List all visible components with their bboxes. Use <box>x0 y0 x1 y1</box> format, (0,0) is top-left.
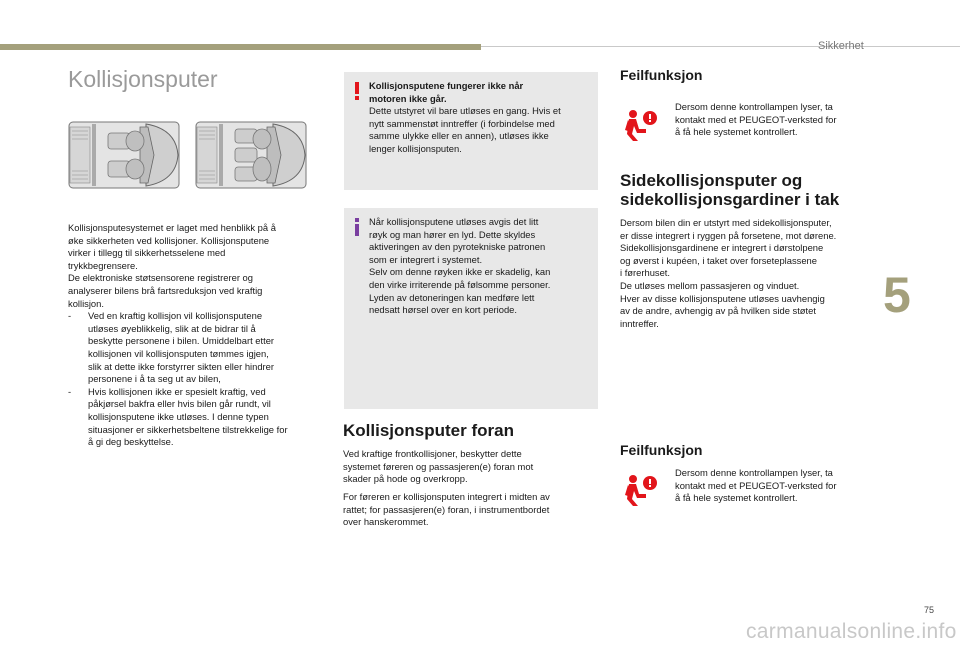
fault-line: å få hele systemet kontrollert. <box>675 492 798 504</box>
header-rule <box>481 46 960 47</box>
warning-text <box>369 80 591 156</box>
info-line: Når kollisjonsputene utløses avgis det litt <box>369 216 539 227</box>
list-line: påkjørsel bakfra eller hvis bilen går rundt, vil <box>88 398 271 410</box>
list-item <box>68 386 326 449</box>
side-line: Sidekollisjonsgardinene er integrert i dørstolpene <box>620 242 824 254</box>
info-line: den virke irriterende på følsomme personer. <box>369 278 551 290</box>
list-line: Ved en kraftig kollisjon vil kollisjonsputene <box>88 310 263 322</box>
intro-line: virker i tillegg til sikkerhetsselene med <box>68 247 226 259</box>
side-line: Hver av disse kollisjonsputene utløses uavhengig <box>620 292 825 304</box>
warning-line: lenger kollisjonsputen. <box>369 142 462 154</box>
info-line: nedsatt hørsel over en kort periode. <box>369 304 517 316</box>
intro-line: trykkbegrensere. <box>68 259 138 271</box>
intro-text <box>68 222 326 449</box>
list-dash: - <box>68 385 72 397</box>
list-item <box>68 310 326 386</box>
fault-heading-1: Feilfunksjon <box>620 67 703 83</box>
side-line: inntreffer. <box>620 317 659 329</box>
list-line: beskytte personene i bilen. Umiddelbart etter <box>88 335 275 347</box>
warning-title-line: motoren ikke går. <box>369 92 447 104</box>
side-heading-line: sidekollisjonsgardiner i tak <box>620 190 840 209</box>
warning-title-line: Kollisjonsputene fungerer ikke når <box>369 80 524 91</box>
fault-line: kontakt med et PEUGEOT-verksted for <box>675 113 837 125</box>
side-line: i førerhuset. <box>620 267 671 279</box>
page-title: Kollisjonsputer <box>68 66 218 92</box>
list-line: Hvis kollisjonen ikke er spesielt kraftig, ved <box>88 385 266 397</box>
front-line: Ved kraftige frontkollisjoner, beskytter dette <box>343 448 522 459</box>
list-line: personene i å ta seg ut av bilen, <box>88 373 221 385</box>
deployment-list <box>68 310 326 449</box>
list-line: kollisjonen vil kollisjonsputen tømmes igjen, <box>88 347 269 359</box>
front-paragraph-2 <box>343 491 593 529</box>
airbag-warning-icon <box>624 108 660 142</box>
side-line: og øverst i kupéen, i taket over forseteplassene <box>620 254 817 266</box>
side-line: De utløses mellom passasjeren og vinduet. <box>620 279 800 291</box>
fault-heading-2: Feilfunksjon <box>620 442 703 458</box>
intro-line: analyserer bilens brå fartsreduksjon ved kraftig <box>68 284 263 296</box>
intro-line: De elektroniske støtsensorene registrerer og <box>68 272 253 284</box>
header-accent-bar <box>0 44 481 50</box>
fault-line: å få hele systemet kontrollert. <box>675 126 798 138</box>
side-heading-line: Sidekollisjonsputer og <box>620 171 803 190</box>
watermark: carmanualsonline.info <box>746 620 957 643</box>
list-line: utløses øyeblikkelig, slik at de bidrar til å <box>88 322 256 334</box>
warning-box <box>344 72 598 190</box>
side-line: er disse integrert i ryggen på forsetene, mot dørene. <box>620 229 837 241</box>
exclamation-icon <box>352 82 362 100</box>
info-line: som er integrert i systemet. <box>369 253 483 265</box>
info-line: Lyden av detoneringen kan medføre lett <box>369 291 535 303</box>
side-line: av de andre, avhengig av på hvilken side støtet <box>620 305 816 317</box>
front-paragraph-1 <box>343 448 593 486</box>
warning-line: samme ulykke eller en annen), utløses ikke <box>369 130 549 142</box>
front-line: over hanskerommet. <box>343 516 429 528</box>
fault-line: Dersom denne kontrollampen lyser, ta <box>675 101 833 112</box>
info-line: Selv om denne røyken ikke er skadelig, kan <box>369 266 551 278</box>
side-line: Dersom bilen din er utstyrt med sidekollisjonsputer, <box>620 217 832 228</box>
section-label: Sikkerhet <box>818 40 864 52</box>
list-line: slik at dette ikke forstyrrer sikten eller hindrer <box>88 360 275 372</box>
side-airbags-heading <box>620 171 900 209</box>
front-line: skader på hode og overkropp. <box>343 473 468 485</box>
side-airbags-text <box>620 217 882 330</box>
front-line: systemet føreren og passasjeren(e) foran mot <box>343 460 534 472</box>
page-number: 75 <box>924 605 935 615</box>
list-line: å gi deg beskyttelse. <box>88 436 174 448</box>
front-line: For føreren er kollisjonsputen integrert i midten av <box>343 491 550 502</box>
front-airbags-heading: Kollisjonsputer foran <box>343 421 514 440</box>
intro-line: Kollisjonsputesystemet er laget med henblikk på å <box>68 222 276 233</box>
warning-line: Dette utstyret vil bare utløses en gang. Hvis et <box>369 105 561 117</box>
list-dash: - <box>68 310 72 322</box>
car-airbag-illustration-three-seats <box>195 121 307 189</box>
intro-line: kollisjon. <box>68 297 104 309</box>
fault-text-2 <box>675 467 875 505</box>
info-box <box>344 208 598 409</box>
chapter-number: 5 <box>883 267 911 323</box>
airbag-warning-icon <box>624 473 660 507</box>
info-text <box>369 216 591 317</box>
intro-line: øke sikkerheten ved kollisjoner. Kollisjonsputene <box>68 234 270 246</box>
info-line: aktiveringen av den pyrotekniske patronen <box>369 241 546 253</box>
car-airbag-illustration-front <box>68 121 180 189</box>
fault-line: Dersom denne kontrollampen lyser, ta <box>675 467 833 478</box>
info-line: røyk og man hører en lyd. Dette skyldes <box>369 228 536 240</box>
fault-line: kontakt med et PEUGEOT-verksted for <box>675 479 837 491</box>
list-line: kollisjonsputene ikke utløses. I denne typen <box>88 410 269 422</box>
fault-text-1 <box>675 101 875 139</box>
warning-line: nytt sammenstøt inntreffer (i forbindelse med <box>369 117 555 129</box>
list-line: situasjoner er sikkerhetsbeltene tilstrekkelige for <box>88 423 288 435</box>
front-line: rattet; for passasjeren(e) foran, i instrumentbordet <box>343 503 550 515</box>
info-icon <box>352 218 362 236</box>
